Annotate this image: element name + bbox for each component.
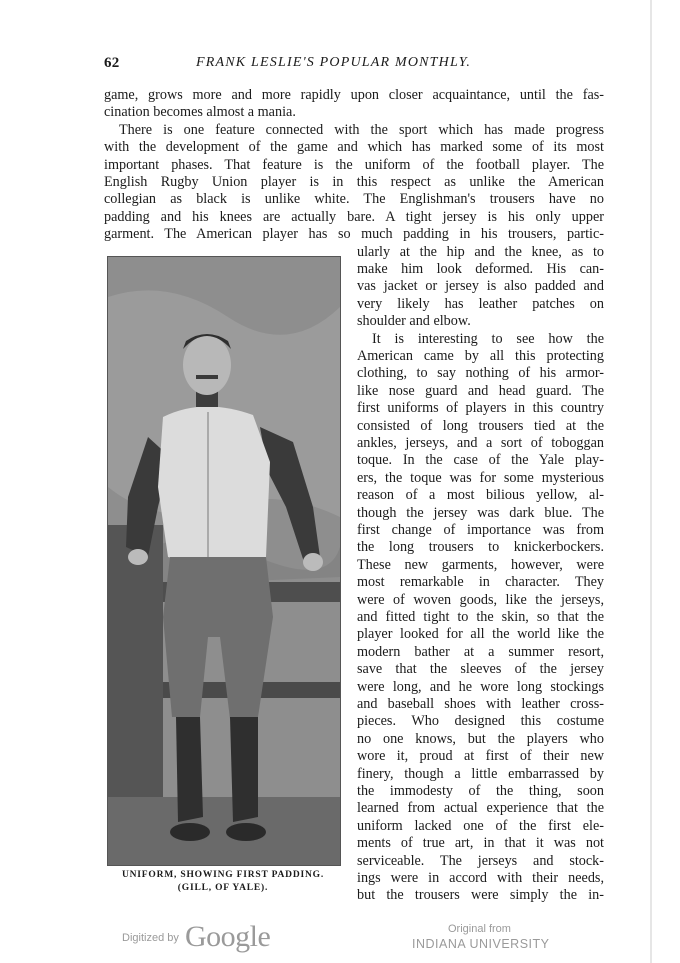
- original-from-label: Original from: [448, 923, 511, 935]
- digitization-footer: [0, 920, 680, 960]
- text-line: It is interesting to see how the: [372, 330, 604, 347]
- text-line: reason of a most bilious yellow, al-: [357, 487, 604, 504]
- photo-caption-credit: (GILL, OF YALE).: [177, 883, 269, 893]
- text-line: very likely has leather patches on: [357, 295, 604, 312]
- text-line: cination becomes almost a mania.: [104, 104, 296, 121]
- text-line: shoulder and elbow.: [357, 313, 471, 330]
- text-line: were of woven goods, like the jerseys,: [357, 591, 604, 608]
- text-line: ularly at the hip and the knee, as to: [357, 243, 604, 260]
- text-line: padding and his knees are actually bare. A tight jersey is his only upper: [104, 208, 604, 225]
- text-line: first uniforms of players in this country: [357, 400, 604, 417]
- text-line: with the development of the game and which has marked some of its most: [104, 139, 604, 156]
- digitized-by-label: Digitized by: [122, 932, 179, 944]
- text-line: and baseball shoes with leather cross-: [357, 696, 604, 712]
- photo-caption: UNIFORM, SHOWING FIRST PADDING.: [121, 870, 325, 880]
- text-line: clothing, to say nothing of his armor-: [357, 365, 604, 382]
- text-line: learned from actual experience that the: [357, 800, 604, 817]
- text-line: serviceable. The jerseys and stock-: [357, 852, 604, 869]
- text-line: English Rugby Union player is in this respect as unlike the American: [104, 174, 604, 190]
- text-line: ankles, jerseys, and a sort of toboggan: [357, 435, 604, 451]
- text-line: ers, the toque was for some mysterious: [357, 469, 604, 486]
- text-line: important phases. That feature is the uniform of the football player. The: [104, 156, 604, 173]
- text-line: ments of true art, in that it was not: [357, 835, 604, 852]
- player-figure-illustration: [108, 257, 340, 865]
- text-line: toque. In the case of the Yale play-: [357, 452, 604, 469]
- text-line: player looked for all the world like the: [357, 626, 604, 643]
- text-line: most remarkable in character. They: [357, 574, 604, 591]
- text-line: save that the sleeves of the jersey: [357, 661, 604, 678]
- text-line: modern bather at a summer resort,: [357, 643, 604, 660]
- football-player-photograph: [107, 256, 341, 866]
- page-edge: [650, 0, 652, 963]
- text-line: wore it, proud at first of their new: [357, 748, 604, 765]
- text-line: no one knows, but the players who: [357, 730, 604, 747]
- text-line: There is one feature connected with the sport which has made progress: [119, 121, 604, 138]
- text-line: the immodesty of the thing, soon: [357, 783, 604, 799]
- text-line: collegian as black is unlike white. The Englishman's trousers have no: [104, 191, 604, 208]
- text-line: pieces. Who designed this costume: [357, 713, 604, 730]
- text-line: though the jersey was dark blue. The: [357, 504, 604, 521]
- running-header: [0, 52, 680, 74]
- text-line: uniform lacked one of the first ele-: [357, 817, 604, 834]
- text-line: like nose guard and head guard. The: [357, 382, 604, 399]
- text-line: finery, though a little embarrassed by: [357, 765, 604, 782]
- text-line: garment. The American player has so much padding in his trousers, partic-: [104, 226, 604, 243]
- google-logo: Google: [185, 920, 271, 953]
- text-line: consisted of long trousers tied at the: [357, 417, 604, 434]
- text-line: vas jacket or jersey is also padded and: [357, 278, 604, 295]
- institution-name: INDIANA UNIVERSITY: [412, 937, 550, 951]
- text-line: were long, and he wore long stockings: [357, 678, 604, 695]
- text-line: American came by all this protecting: [357, 348, 604, 364]
- text-line: make him look deformed. His can-: [357, 261, 604, 277]
- text-line: ings were in accord with their needs,: [357, 870, 604, 886]
- text-line: These new garments, however, were: [357, 556, 604, 573]
- text-line: the long trousers to knickerbockers.: [357, 539, 604, 556]
- page-number: 62: [104, 55, 120, 71]
- text-line: but the trousers were simply the in-: [357, 887, 604, 904]
- text-line: game, grows more and more rapidly upon closer acquaintance, until the fas-: [104, 87, 604, 103]
- text-line: first change of importance was from: [357, 522, 604, 538]
- text-line: and fitted tight to the skin, so that the: [357, 609, 604, 625]
- running-title: FRANK LESLIE'S POPULAR MONTHLY.: [196, 55, 472, 70]
